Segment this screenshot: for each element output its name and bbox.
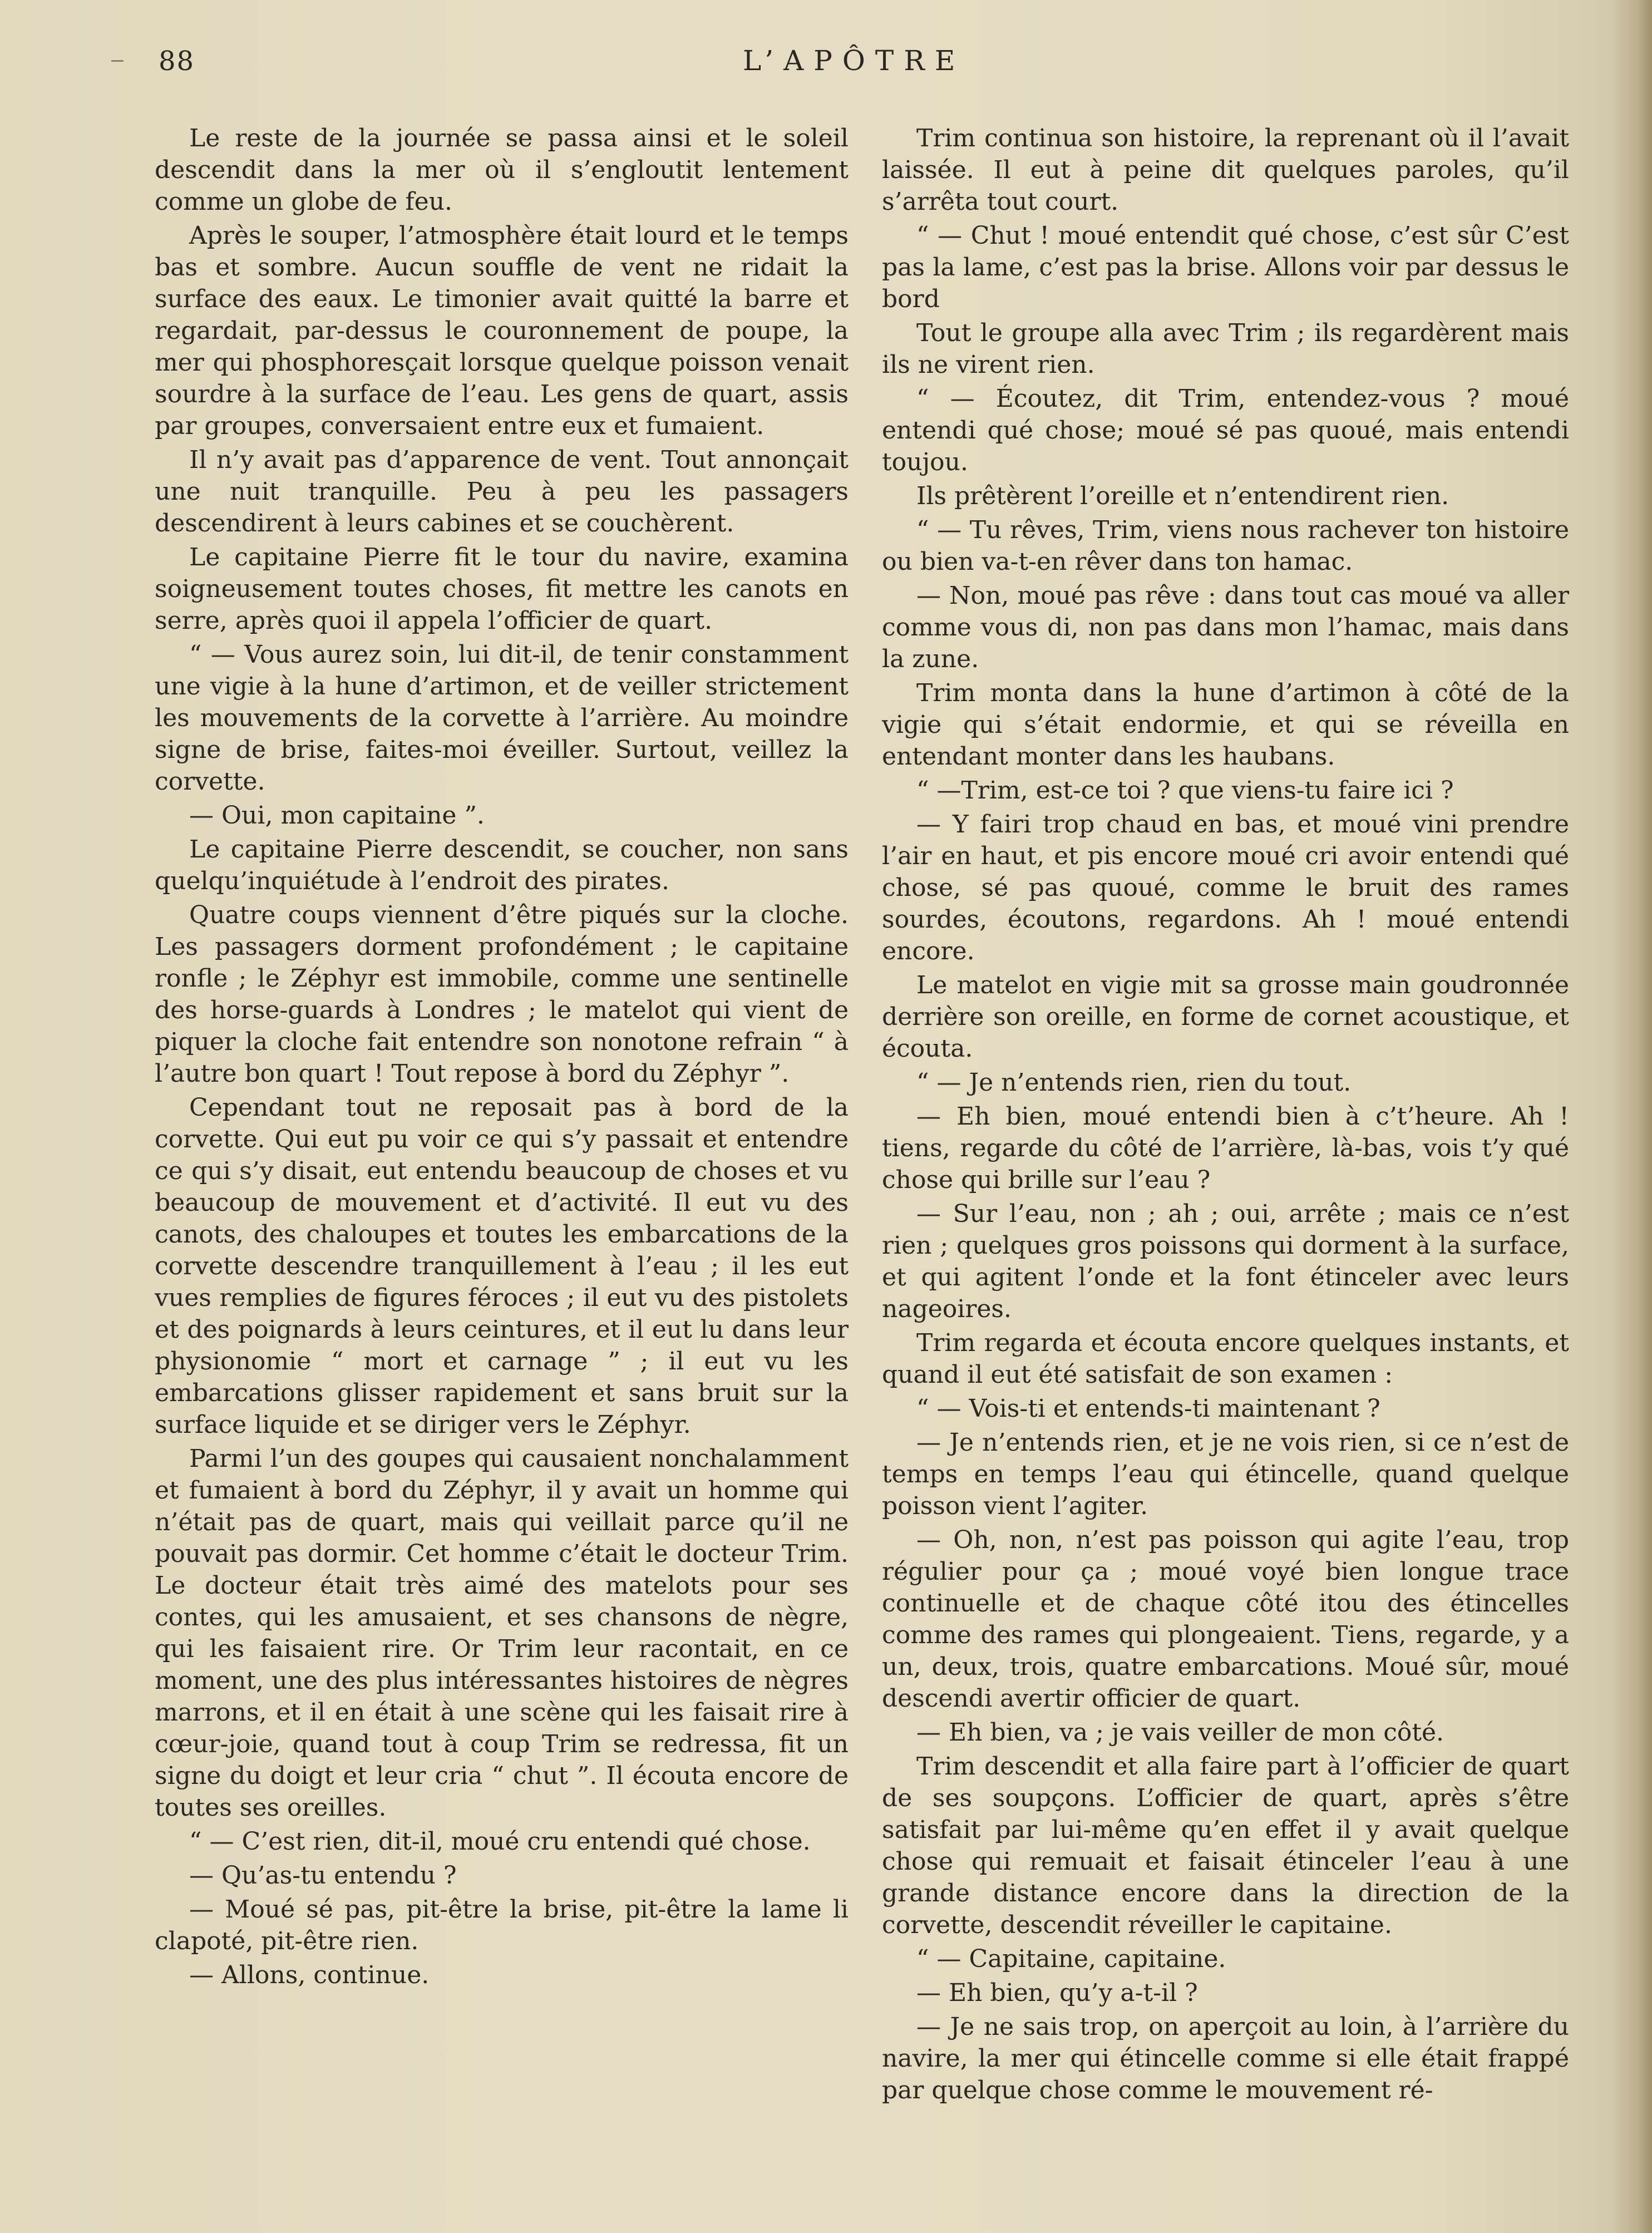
paragraph: Trim descendit et alla faire part à l’officier de quart de ses soupçons. L’officier de quart, après s’être satisfait par lui-même qu’en effet il y avait quelque chose qui remuait et faisait étinceler l’eau à une grande distance encore dans la direction de la corvette, descendit réveiller le capitaine. [882, 1752, 1569, 1939]
paragraph: “ —Trim, est-ce toi ? que viens-tu faire ici ? [916, 776, 1454, 805]
paragraph: Parmi l’un des goupes qui causaient nonchalamment et fumaient à bord du Zéphyr, il y avait un homme qui n’était pas de quart, mais qui veillait parce qu’il ne pouvait pas dormir. Cet homme c’était le docteur Trim. Le docteur était très aimé des matelots pour ses contes, qui les amusaient, et ses chansons de nègre, qui les faisaient rire. Or Trim leur racontait, en ce moment, une des plus intéressantes histoires de nègres marrons, et il en était à une scène qui les faisait rire à cœur-joie, quand tout à coup Trim se redressa, fit un signe du doigt et leur cria “ chut ”. Il écouta encore de toutes ses oreilles. [155, 1445, 849, 1822]
paragraph: “ — Vois-ti et entends-ti maintenant ? [916, 1394, 1380, 1423]
paragraph: — Eh bien, va ; je vais veiller de mon côté. [916, 1718, 1444, 1747]
paragraph: — Sur l’eau, non ; ah ; oui, arrête ; mais ce n’est rien ; quelques gros poissons qui dorment à la surface, et qui agitent l’onde et la font étinceler avec leurs nageoires. [882, 1200, 1569, 1323]
paragraph: Ils prêtèrent l’oreille et n’entendirent rien. [916, 482, 1449, 510]
paragraph: — Je n’entends rien, et je ne vois rien, si ce n’est de temps en temps l’eau qui étincelle, quand quelque poisson vient l’agiter. [882, 1428, 1569, 1520]
paragraph: Tout le groupe alla avec Trim ; ils regardèrent mais ils ne virent rien. [882, 319, 1569, 379]
paragraph: “ — Écoutez, dit Trim, entendez-vous ? moué entendi qué chose; moué sé pas quoué, mais entendi toujou. [882, 385, 1569, 476]
paragraph: — Oui, mon capitaine ”. [189, 801, 485, 830]
paragraph: “ — Tu rêves, Trim, viens nous rachever ton histoire ou bien va-t-en rêver dans ton hamac. [882, 516, 1569, 576]
paragraph: Le capitaine Pierre fit le tour du navire, examina soigneusement toutes choses, fit mettre les canots en serre, après quoi il appela l’officier de quart. [155, 543, 849, 635]
paragraph: Le matelot en vigie mit sa grosse main goudronnée derrière son oreille, en forme de cornet acoustique, et écouta. [882, 971, 1569, 1063]
paragraph: — Eh bien, moué entendi bien à c’t’heure. Ah ! tiens, regarde du côté de l’arrière, là-bas, vois t’y qué chose qui brille sur l’eau ? [882, 1102, 1569, 1194]
paragraph: — Qu’as-tu entendu ? [189, 1861, 457, 1890]
paragraph: — Y fairi trop chaud en bas, et moué vini prendre l’air en haut, et pis encore moué cri avoir entendi qué chose, sé pas quoué, comme le bruit des rames sourdes, écoutons, regardons. Ah ! moué entendi encore. [882, 810, 1569, 965]
paragraph: “ — Vous aurez soin, lui dit-il, de tenir constamment une vigie à la hune d’artimon, et de veiller strictement les mouvements de la corvette à l’arrière. Au moindre signe de brise, faites-moi éveiller. Surtout, veillez la corvette. [155, 640, 849, 796]
paragraph: Après le souper, l’atmosphère était lourd et le temps bas et sombre. Aucun souffle de vent ne ridait la surface des eaux. Le timonier avait quitté la barre et regardait, par-dessus le couronnement de poupe, la mer qui phosphoresçait lorsque quelque poisson venait sourdre à la surface de l’eau. Les gens de quart, assis par groupes, conversaient entre eux et fumaient. [155, 221, 849, 440]
page-number: 88 [159, 46, 195, 77]
paragraph: Quatre coups viennent d’être piqués sur la cloche. Les passagers dorment profondément ; le capitaine ronfle ; le Zéphyr est immobile, comme une sentinelle des horse-guards à Londres ; le matelot qui vient de piquer la cloche fait entendre son nonotone refrain “ à l’autre bon quart ! Tout repose à bord du Zéphyr ”. [155, 901, 849, 1088]
page-edge-shadow [1613, 0, 1652, 2233]
paragraph: Trim monta dans la hune d’artimon à côté de la vigie qui s’était endormie, et qui se réveilla en entendant monter dans les haubans. [882, 679, 1569, 771]
paragraph: “ — Capitaine, capitaine. [916, 1945, 1226, 1973]
margin-mark [111, 60, 124, 62]
paragraph: Le capitaine Pierre descendit, se coucher, non sans quelqu’inquiétude à l’endroit des pirates. [155, 835, 849, 895]
paragraph: — Eh bien, qu’y a-t-il ? [916, 1979, 1198, 2007]
paragraph: Trim regarda et écouta encore quelques instants, et quand il eut été satisfait de son examen : [882, 1329, 1569, 1389]
paragraph: — Moué sé pas, pit-être la brise, pit-être la lame li clapoté, pit-être rien. [155, 1895, 849, 1955]
paragraph: Il n’y avait pas d’apparence de vent. Tout annonçait une nuit tranquille. Peu à peu les passagers descendirent à leurs cabines et se couchèrent. [155, 446, 849, 538]
paragraph: Le reste de la journée se passa ainsi et le soleil descendit dans la mer où il s’engloutit lentement comme un globe de feu. [155, 124, 849, 216]
paragraph: “ — C’est rien, dit-il, moué cru entendi qué chose. [189, 1827, 811, 1856]
running-title: L’APÔTRE [743, 45, 965, 77]
left-column [155, 122, 849, 1993]
paragraph: “ — Je n’entends rien, rien du tout. [916, 1068, 1352, 1097]
paragraph: — Oh, non, n’est pas poisson qui agite l’eau, trop régulier pour ça ; moué voyé bien longue trace continuelle et de chaque côté itou des étincelles comme des rames qui plongeaient. Tiens, regarde, y a un, deux, trois, quatre embarcations. Moué sûr, moué descendi avertir officier de quart. [882, 1526, 1569, 1713]
paragraph: “ — Chut ! moué entendit qué chose, c’est sûr C’est pas la lame, c’est pas la brise. Allons voir par dessus le bord [882, 221, 1569, 313]
paragraph: Cependant tout ne reposait pas à bord de la corvette. Qui eut pu voir ce qui s’y passait et entendre ce qui s’y disait, eut entendu beaucoup de choses et vu beaucoup de mouvement et d’activité. Il eut vu des canots, des chaloupes et toutes les embarcations de la corvette descendre tranquillement à l’eau ; il les eut vues remplies de figures féroces ; il eut vu des pistolets et des poignards à leurs ceintures, et il eut lu dans leur physionomie “ mort et carnage ” ; il eut vu les embarcations glisser rapidement et sans bruit sur la surface liquide et se diriger vers le Zéphyr. [155, 1093, 849, 1439]
paragraph: Trim continua son histoire, la reprenant où il l’avait laissée. Il eut à peine dit quelques paroles, qu’il s’arrêta tout court. [882, 124, 1569, 216]
paragraph: — Je ne sais trop, on aperçoit au loin, à l’arrière du navire, la mer qui étincelle comme si elle était frappé par quelque chose comme le mouvement ré- [882, 2013, 1569, 2104]
right-column [882, 122, 1569, 2108]
paragraph: — Allons, continue. [189, 1961, 430, 1989]
paragraph: — Non, moué pas rêve : dans tout cas moué va aller comme vous di, non pas dans mon l’hamac, mais dans la zune. [882, 581, 1569, 673]
